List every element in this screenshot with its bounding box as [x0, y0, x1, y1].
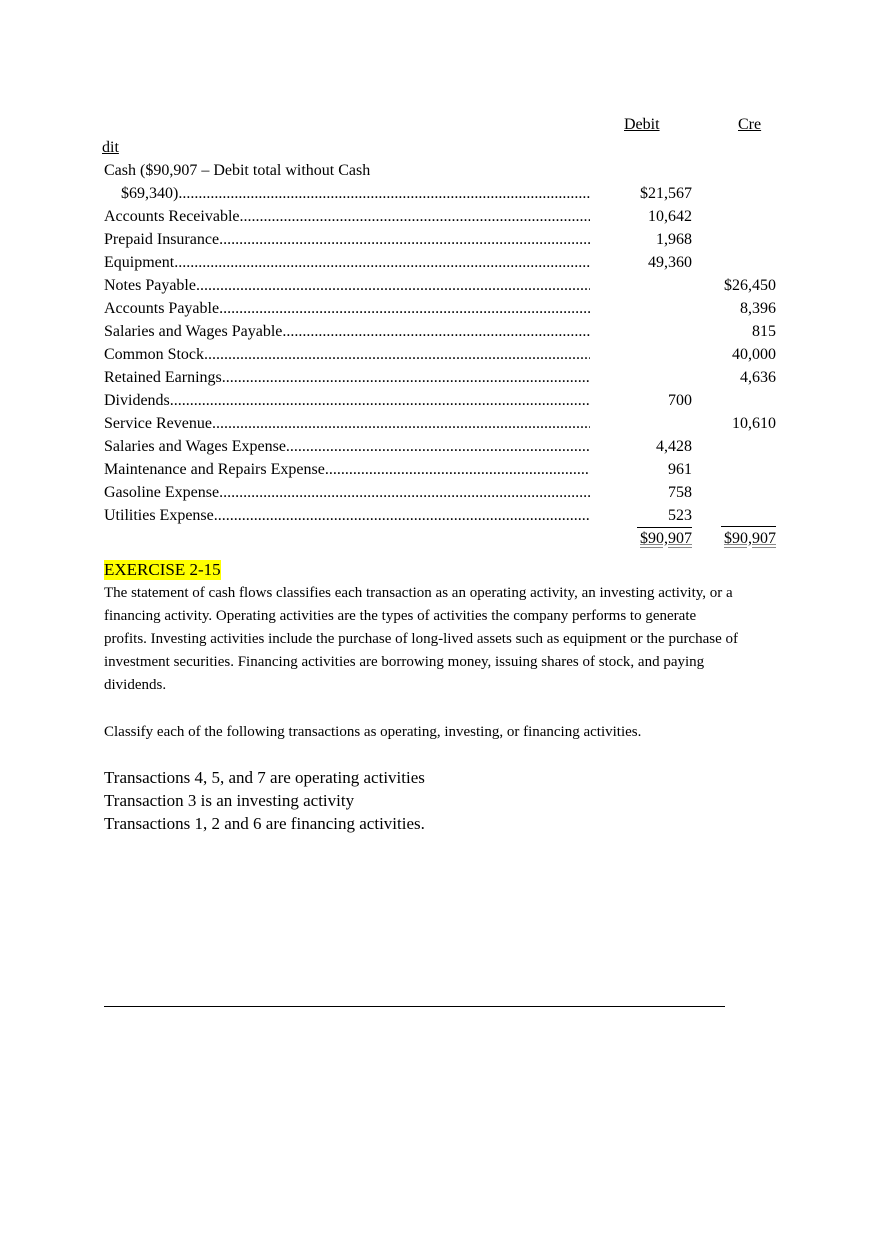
account-name: Salaries and Wages Payable .....	[104, 321, 590, 343]
account-name: Common Stock .....	[104, 344, 590, 366]
account-name: Notes Payable .....	[104, 275, 590, 297]
credit-amount: 10,610	[732, 415, 776, 432]
table-row	[104, 390, 804, 412]
account-name: Accounts Receivable .....	[104, 206, 590, 228]
account-name: Utilities Expense .....	[104, 505, 590, 527]
exercise-title: EXERCISE 2-15	[104, 560, 221, 579]
table-row	[104, 459, 804, 481]
answer-line: Transaction 3 is an investing activity	[104, 791, 355, 810]
debit-total: $90,907	[640, 530, 692, 547]
table-row	[104, 436, 804, 458]
table-row	[104, 505, 804, 527]
credit-amount: 815	[752, 323, 776, 340]
debit-amount: 4,428	[656, 438, 692, 455]
paragraph-line: profits. Investing activities include the purchase of long-lived assets such as equipment or the purchase of	[104, 631, 738, 647]
credit-header-wrap: dit	[102, 139, 119, 156]
debit-amount: $21,567	[640, 185, 692, 202]
table-row	[104, 367, 804, 389]
table-row	[104, 413, 804, 435]
debit-amount: 961	[668, 461, 692, 478]
table-row	[104, 298, 804, 320]
account-name: Salaries and Wages Expense .....	[104, 436, 590, 458]
credit-amount: 40,000	[732, 346, 776, 363]
table-row	[104, 183, 804, 205]
paragraph-line: investment securities. Financing activities are borrowing money, issuing shares of stock, and paying	[104, 654, 705, 670]
paragraph-line: financing activity. Operating activities are the types of activities the company performs to generate	[104, 608, 697, 624]
credit-amount: 8,396	[740, 300, 776, 317]
table-row	[104, 321, 804, 343]
footer-divider	[104, 1006, 725, 1007]
credit-amount: 4,636	[740, 369, 776, 386]
debit-amount: 523	[637, 505, 692, 528]
credit-header: Cre	[738, 116, 762, 133]
account-name: Equipment .....	[104, 252, 590, 274]
table-row	[104, 344, 804, 366]
instruction: Classify each of the following transactions as operating, investing, or financing activities.	[104, 724, 642, 740]
account-name: $69,340) .....	[121, 183, 590, 205]
credit-total: $90,907	[724, 530, 776, 547]
debit-amount: 700	[668, 392, 692, 409]
account-name: Maintenance and Repairs Expense .....	[104, 459, 590, 481]
answer-line: Transactions 1, 2 and 6 are financing activities.	[104, 814, 425, 833]
account-name: Gasoline Expense .....	[104, 482, 590, 504]
credit-underline	[721, 526, 776, 527]
totals-row	[104, 528, 804, 550]
debit-amount: 1,968	[656, 231, 692, 248]
table-row	[104, 206, 804, 228]
table-row	[104, 275, 804, 297]
answer-line: Transactions 4, 5, and 7 are operating activities	[104, 768, 425, 787]
answers	[104, 766, 425, 835]
table-row	[104, 252, 804, 274]
paragraph-line: The statement of cash flows classifies each transaction as an operating activity, an investing activity, or a	[104, 585, 733, 601]
exercise-description	[104, 582, 784, 697]
account-name: Dividends .....	[104, 390, 590, 412]
account-name: Accounts Payable .....	[104, 298, 590, 320]
account-name: Prepaid Insurance .....	[104, 229, 590, 251]
debit-amount: 49,360	[648, 254, 692, 271]
debit-amount: 758	[668, 484, 692, 501]
account-name: Service Revenue .....	[104, 413, 590, 435]
debit-header: Debit	[624, 116, 660, 133]
table-row	[104, 229, 804, 251]
credit-amount: $26,450	[724, 277, 776, 294]
account-name: Retained Earnings .....	[104, 367, 590, 389]
cash-label-line1: Cash ($90,907 – Debit total without Cash	[104, 162, 371, 179]
table-row	[104, 482, 804, 504]
debit-amount: 10,642	[648, 208, 692, 225]
paragraph-line: dividends.	[104, 677, 167, 693]
